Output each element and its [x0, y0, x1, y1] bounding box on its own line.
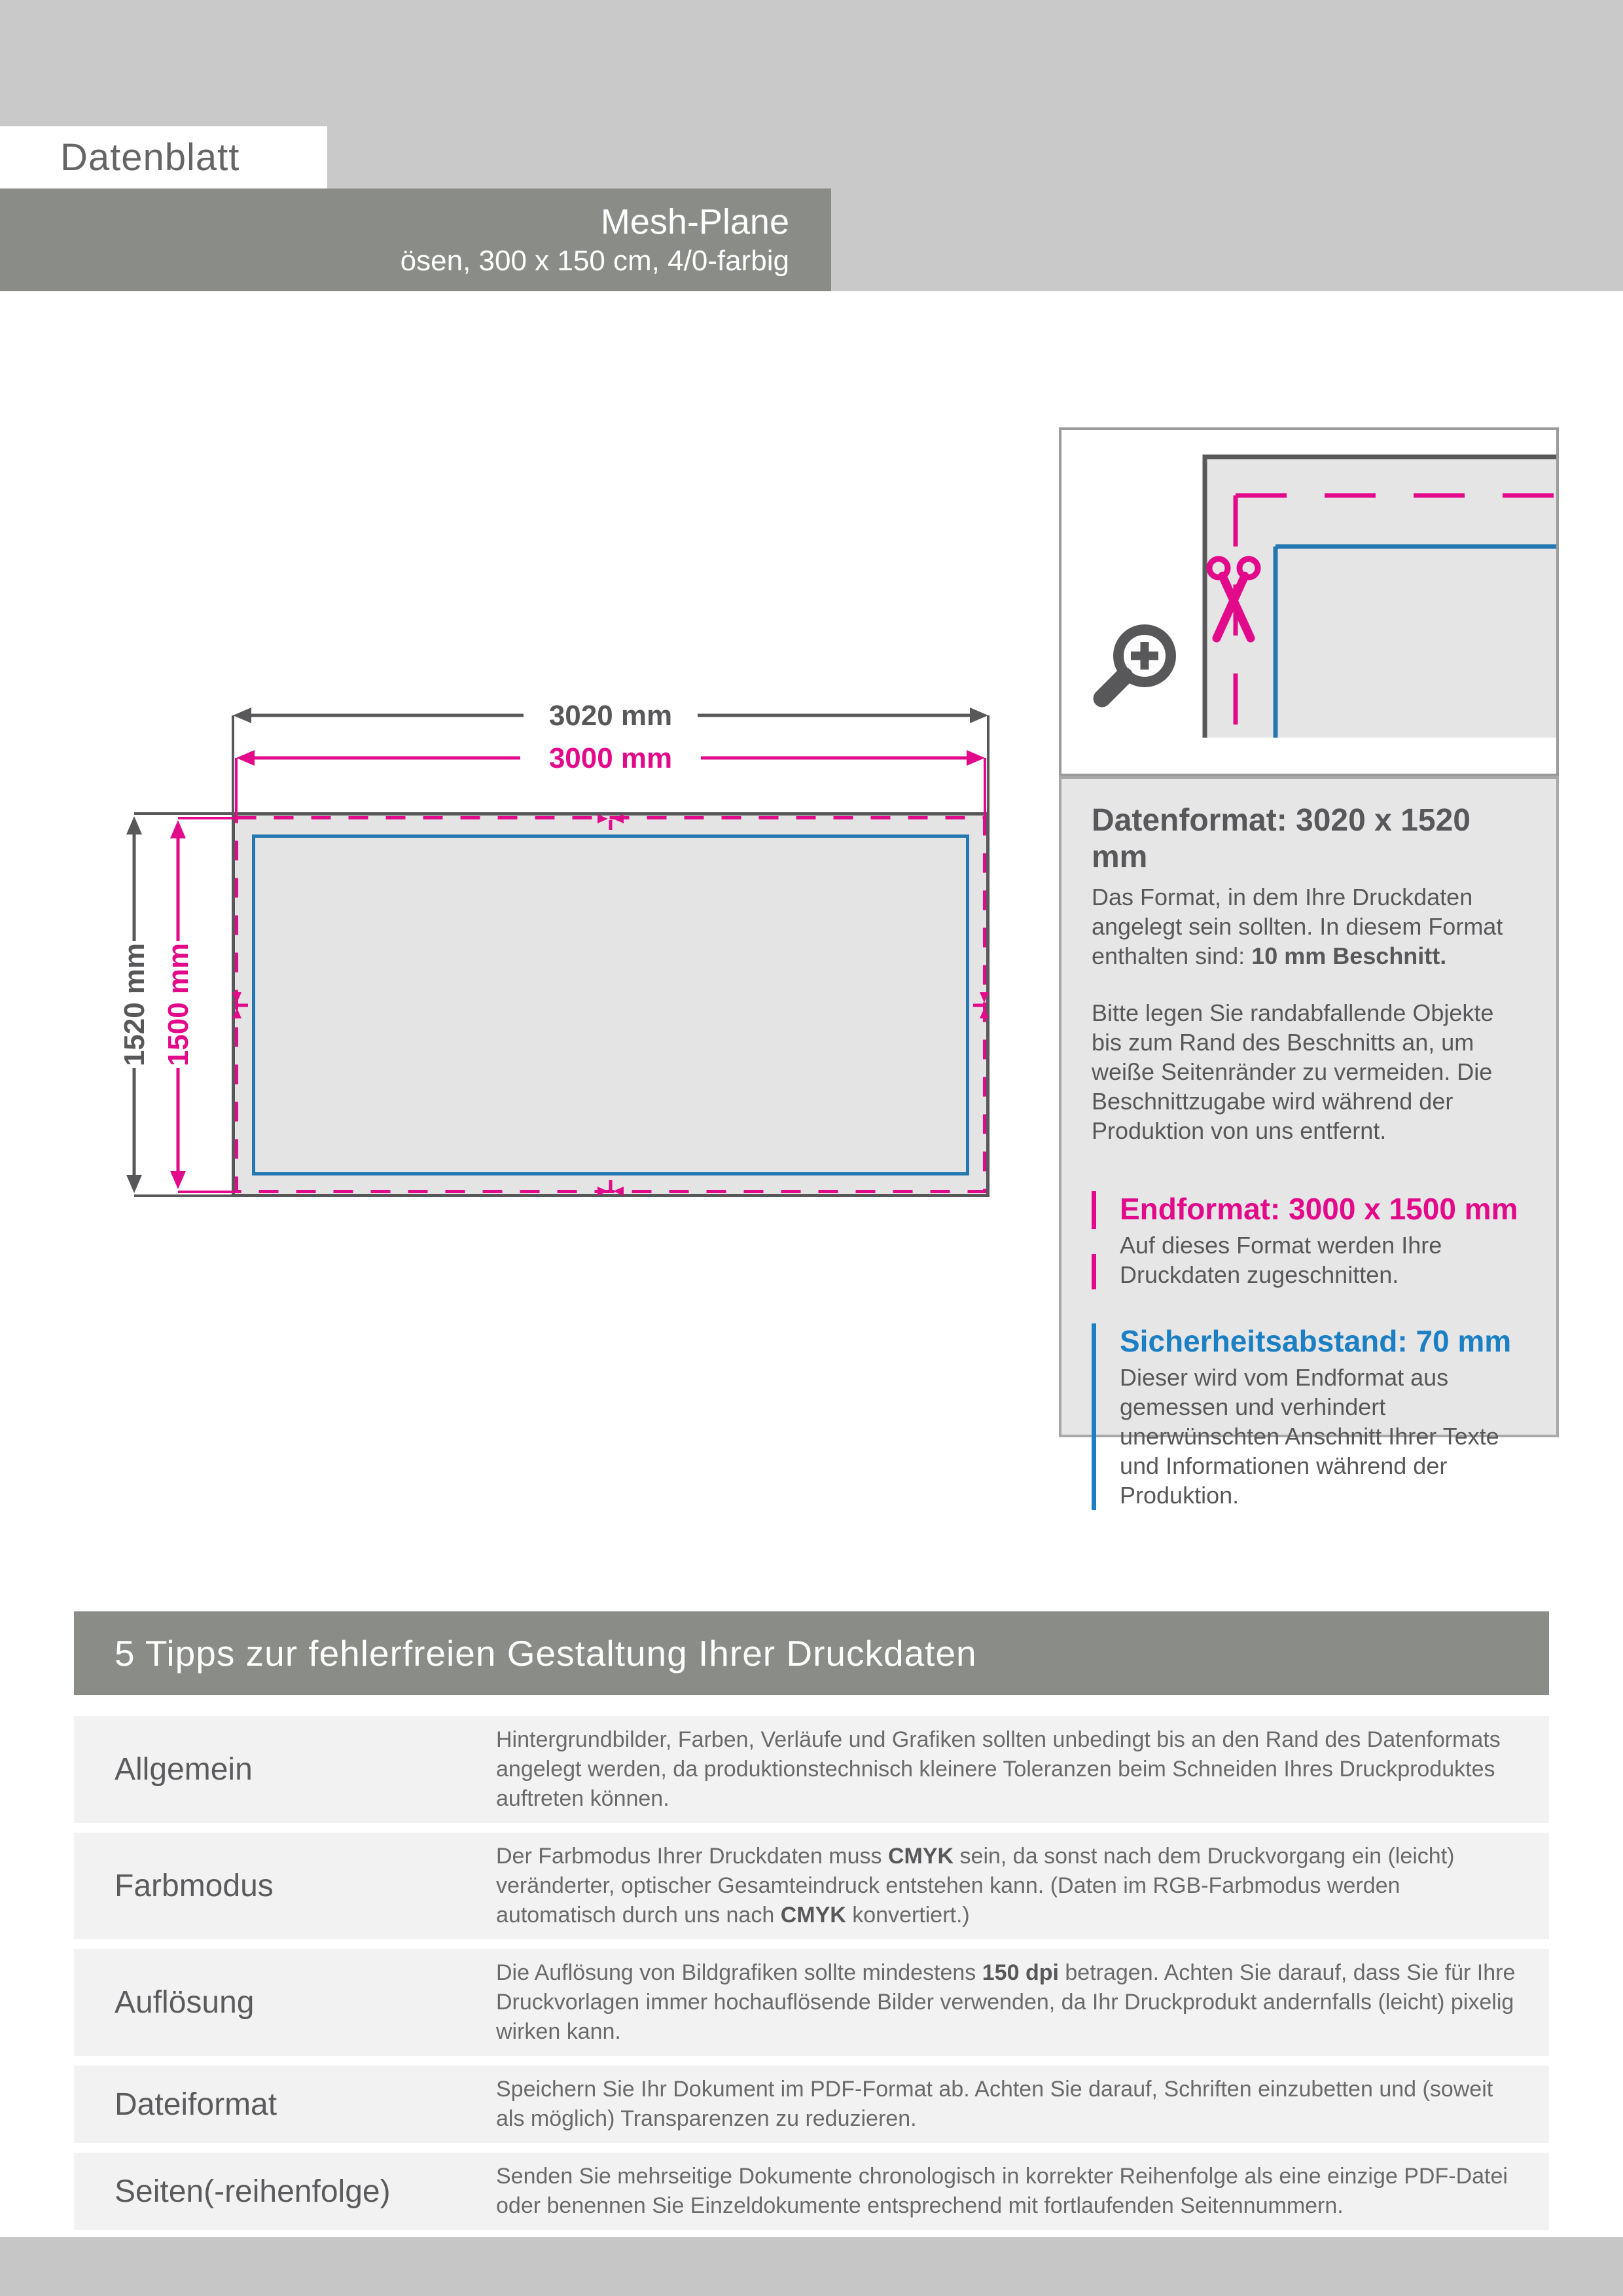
- safety-margin-body: Dieser wird vom Endformat aus gemessen und verhindert unerwünschten Anschnitt Ihrer Texte und Informationen während der Produktion.: [1120, 1364, 1499, 1509]
- text-segment: Hintergrundbilder, Farben, Verläufe und Grafiken sollten unbedingt bis an den Rand des Datenformats angelegt werden, da produktionstechnisch kleinere Toleranzen beim Schneiden Ihres Druckproduktes auftreten können.: [496, 1727, 1501, 1811]
- footer-gray-band: [0, 2237, 1623, 2296]
- text-segment: betragen. Achten Sie darauf, dass Sie für Ihre Druckvorlagen immer hochauflösende Bilder verwenden, da Ihr Druckprodukt andernfalls (leicht) pixelig wirken kann.: [496, 1960, 1516, 2044]
- corner-detail-drawing: [1061, 430, 1556, 774]
- end-format-title: Endformat: 3000 x 1500 mm: [1120, 1192, 1518, 1226]
- text-segment: Senden Sie mehrseitige Dokumente chronologisch in korrekter Reihenfolge als eine einzige PDF-Datei oder benennen Sie Einzeldokumente entsprechend mit fortlaufenden Seitennummern.: [496, 2164, 1508, 2218]
- text-segment: sein, da sonst nach dem Druckvorgang ein (leicht) veränderter, optischer Gesamteindruck entstehen kann. (Daten im RGB-Farbmodus werden automatisch durch uns nach: [496, 1844, 1455, 1928]
- tip-body: [496, 1725, 1549, 1814]
- arrow-down-icon: [170, 1171, 186, 1189]
- safety-margin-section: [1092, 1323, 1530, 1510]
- text-segment: konvertiert.): [846, 1903, 970, 1928]
- tip-body: [496, 2162, 1549, 2221]
- dim-label-1520: 1520 mm: [118, 942, 151, 1067]
- text-segment: Speichern Sie Ihr Dokument im PDF-Format ab. Achten Sie darauf, Schriften einzubetten und (soweit als möglich) Transparenzen zu reduzieren.: [496, 2077, 1493, 2131]
- dim-final-format-height: [162, 820, 194, 1189]
- corner-detail-box: [1059, 427, 1559, 776]
- data-format-rect: [234, 814, 988, 1196]
- arrow-right-icon: [967, 750, 985, 766]
- data-format-note: Bitte legen Sie randabfallende Objekte bis zum Rand des Beschnitts an, um weiße Seitenränder zu vermeiden. Die Beschnittzugabe wird während der Produktion von uns entfernt.: [1092, 999, 1494, 1144]
- end-format-dashed-bar: [1092, 1191, 1096, 1289]
- tip-row: [74, 1716, 1549, 1823]
- safety-margin-bar: [1092, 1323, 1096, 1510]
- data-format-title: Datenformat: 3020 x 1520 mm: [1092, 803, 1471, 874]
- tip-label: Farbmodus: [115, 1869, 274, 1903]
- product-spec: ösen, 300 x 150 cm, 4/0-farbig: [400, 244, 789, 277]
- bold-text-segment: 10 mm Beschnitt.: [1251, 942, 1447, 969]
- arrow-left-icon: [236, 750, 255, 766]
- format-info-panel: [1059, 776, 1559, 1509]
- arrow-right-icon: [970, 708, 988, 723]
- tip-label: Auflösung: [115, 1985, 255, 2020]
- dim-data-format-width: [233, 700, 988, 732]
- arrow-up-icon: [170, 820, 186, 838]
- arrow-left-icon: [233, 708, 251, 723]
- zoom-plus-icon: [1102, 630, 1171, 698]
- tips-header-bar: [74, 1611, 1549, 1695]
- data-format-body: [1092, 882, 1530, 971]
- text-segment: Der Farbmodus Ihrer Druckdaten muss: [496, 1844, 888, 1869]
- product-name: Mesh-Plane: [600, 202, 789, 242]
- tip-label: Dateiformat: [115, 2087, 277, 2122]
- tip-row: [74, 2153, 1549, 2230]
- tips-header-label: 5 Tipps zur fehlerfreien Gestaltung Ihrer Druckdaten: [115, 1633, 977, 1674]
- tip-row: [74, 2066, 1549, 2143]
- bold-text-segment: CMYK: [780, 1903, 846, 1928]
- dim-data-format-height: [118, 816, 151, 1193]
- tip-body: [496, 1842, 1549, 1930]
- tips-table: [74, 1716, 1549, 2240]
- end-format-section: [1092, 1191, 1530, 1289]
- sheet-label-box: [0, 126, 327, 188]
- bold-text-segment: 150 dpi: [982, 1960, 1059, 1985]
- text-segment: Die Auflösung von Bildgrafiken sollte mindestens: [496, 1960, 982, 1985]
- dim-final-format-width: [236, 742, 985, 774]
- sheet-label: Datenblatt: [60, 136, 240, 179]
- end-format-body: Auf dieses Format werden Ihre Druckdaten zugeschnitten.: [1120, 1232, 1442, 1288]
- tip-label: Seiten(-reihenfolge): [115, 2174, 391, 2209]
- detail-fill: [1205, 457, 1556, 738]
- format-diagram: [65, 681, 1060, 1244]
- dim-label-3020: 3020 mm: [548, 700, 673, 732]
- product-title-band: [0, 188, 831, 291]
- tip-row: [74, 1833, 1549, 1939]
- tip-body: [496, 1958, 1549, 2047]
- arrow-down-icon: [126, 1175, 142, 1193]
- tip-body: [496, 2075, 1549, 2134]
- dim-label-3000: 3000 mm: [548, 742, 673, 774]
- text-segment: Das Format, in dem Ihre Druckdaten angelegt sein sollten. In diesem Format enthalten sind:: [1092, 884, 1503, 969]
- tip-label: Allgemein: [115, 1752, 253, 1787]
- arrow-up-icon: [126, 816, 142, 834]
- safety-margin-title: Sicherheitsabstand: 70 mm: [1120, 1324, 1512, 1358]
- dim-label-1500: 1500 mm: [162, 942, 194, 1067]
- tip-row: [74, 1949, 1549, 2056]
- bold-text-segment: CMYK: [887, 1844, 954, 1869]
